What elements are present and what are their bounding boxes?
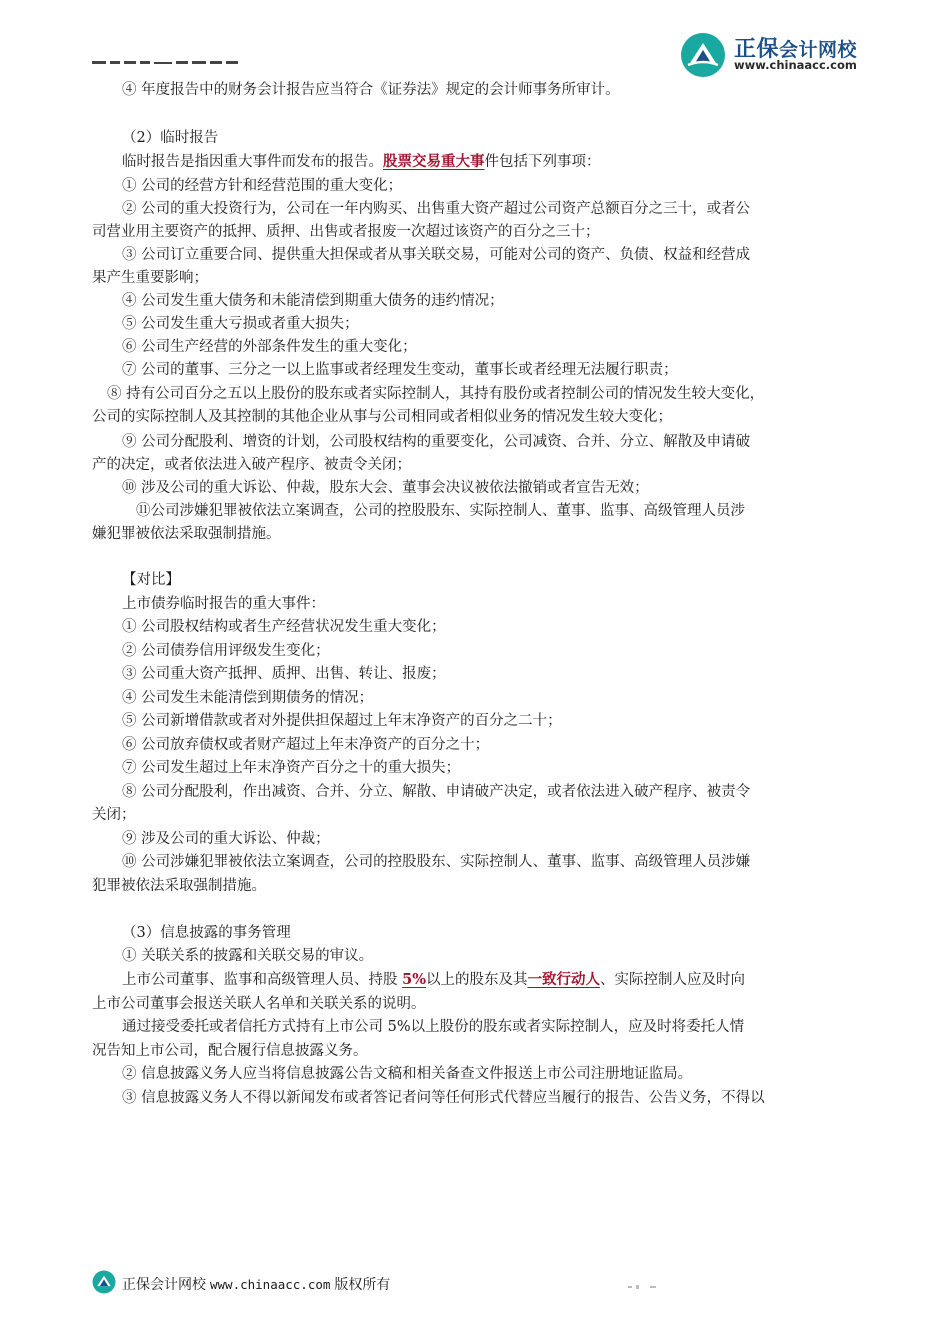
list-item-continued: 犯罪被依法采取强制措施。 bbox=[92, 878, 266, 894]
list-item-continued: 果产生重要影响； bbox=[92, 270, 208, 286]
highlight-link[interactable]: 股票交易重大事 bbox=[383, 153, 485, 170]
list-item: ② 公司债券信用评级发生变化； bbox=[122, 643, 330, 659]
list-item: ② 公司的重大投资行为，公司在一年内购买、出售重大资产超过公司资产总额百分之三十，或者公 bbox=[122, 201, 751, 217]
list-item: ③ 公司重大资产抵押、质押、出售、转让、报废； bbox=[122, 666, 446, 682]
cropped-text-fragment bbox=[92, 54, 242, 64]
section-heading: （2）临时报告 bbox=[122, 130, 219, 146]
list-item-continued: 关闭； bbox=[92, 807, 136, 823]
list-item: ② 信息披露义务人应当将信息披露公告文稿和相关备查文件报送上市公司注册地证监局。 bbox=[122, 1066, 693, 1082]
paragraph-line: 上市债券临时报告的重大事件： bbox=[122, 596, 325, 612]
chinaacc-logo-icon bbox=[680, 32, 726, 78]
list-item-continued: 司营业用主要资产的抵押、质押、出售或者报废一次超过该资产的百分之三十； bbox=[92, 224, 600, 240]
footer-text bbox=[122, 1274, 390, 1294]
list-item-continued: 公司的实际控制人及其控制的其他企业从事与公司相同或者相似业务的情况发生较大变化； bbox=[92, 409, 672, 425]
text-run: 临时报告是指因重大事件而发布的报告。 bbox=[122, 154, 383, 170]
list-item: ⑤ 公司新增借款或者对外提供担保超过上年末净资产的百分之二十； bbox=[122, 713, 562, 729]
footer-url[interactable]: www.chinaacc.com bbox=[210, 1277, 331, 1292]
text-run: 上市公司董事、监事和高级管理人员、持股 bbox=[122, 972, 403, 988]
highlight-link[interactable]: 一致行动人 bbox=[527, 971, 600, 988]
list-item: ⑩ 公司涉嫌犯罪被依法立案调查，公司的控股股东、实际控制人、董事、监事、高级管理人员涉嫌 bbox=[122, 854, 751, 870]
text-run: 件包括下列事项： bbox=[484, 154, 601, 170]
paragraph-line bbox=[122, 970, 745, 990]
brand-sub: 会计网校 bbox=[779, 39, 858, 61]
list-item: ④ 公司发生重大债务和未能清偿到期重大债务的违约情况； bbox=[122, 293, 504, 309]
list-item: ⑥ 公司生产经营的外部条件发生的重大变化； bbox=[122, 339, 417, 355]
header-logo[interactable] bbox=[680, 30, 880, 80]
list-item: ⑩ 涉及公司的重大诉讼、仲裁，股东大会、董事会决议被依法撤销或者宣告无效； bbox=[122, 480, 649, 496]
chinaacc-logo-icon bbox=[92, 1270, 116, 1294]
list-item: ① 公司股权结构或者生产经营状况发生重大变化； bbox=[122, 619, 446, 635]
list-item: ⑨ 涉及公司的重大诉讼、仲裁； bbox=[122, 831, 330, 847]
list-item: ⑨ 公司分配股利、增资的计划，公司股权结构的重要变化，公司减资、合并、分立、解散及申请破 bbox=[122, 434, 751, 450]
list-item: ⑪公司涉嫌犯罪被依法立案调查，公司的控股股东、实际控制人、董事、监事、高级管理人员涉 bbox=[136, 503, 745, 519]
list-item: ① 关联关系的披露和关联交易的审议。 bbox=[122, 948, 374, 964]
list-item: ⑦ 公司发生超过上年末净资产百分之十的重大损失； bbox=[122, 760, 461, 776]
brand-url: www.chinaacc.com bbox=[734, 58, 857, 72]
paragraph-line: ④ 年度报告中的财务会计报告应当符合《证券法》规定的会计师事务所审计。 bbox=[122, 82, 620, 98]
paragraph-line: 通过接受委托或者信托方式持有上市公司 5%以上股份的股东或者实际控制人，应及时将委托人情 bbox=[122, 1019, 745, 1035]
highlight-link[interactable]: 5% bbox=[402, 971, 426, 988]
list-item: ⑦ 公司的董事、三分之一以上监事或者经理发生变动，董事长或者经理无法履行职责； bbox=[122, 362, 678, 378]
paragraph-line bbox=[122, 152, 601, 172]
paragraph-line-continued: 况告知上市公司，配合履行信息披露义务。 bbox=[92, 1043, 368, 1059]
list-item: ⑧ 公司分配股利，作出减资、合并、分立、解散、申请破产决定，或者依法进入破产程序、被责令 bbox=[122, 784, 751, 800]
list-item: ① 公司的经营方针和经营范围的重大变化； bbox=[122, 178, 403, 194]
footer-brand: 正保会计网校 bbox=[122, 1277, 206, 1293]
section-heading: （3）信息披露的事务管理 bbox=[122, 925, 291, 941]
text-run: 、实际控制人应及时向 bbox=[599, 972, 745, 988]
footer-rights: 版权所有 bbox=[334, 1277, 391, 1293]
list-item: ⑥ 公司放弃债权或者财产超过上年末净资产的百分之十； bbox=[122, 737, 490, 753]
text-run: 以上的股东及其 bbox=[425, 972, 528, 988]
section-heading: 【对比】 bbox=[122, 572, 180, 588]
list-item: ⑤ 公司发生重大亏损或者重大损失； bbox=[122, 316, 359, 332]
brand-main: 正保 bbox=[734, 37, 780, 62]
paragraph-line-continued: 上市公司董事会报送关联人名单和关联关系的说明。 bbox=[92, 996, 426, 1012]
list-item-continued: 嫌犯罪被依法采取强制措施。 bbox=[92, 526, 281, 542]
list-item: ③ 信息披露义务人不得以新闻发布或者答记者问等任何形式代替应当履行的报告、公告义务，不得以 bbox=[122, 1090, 765, 1106]
list-item: ⑧ 持有公司百分之五以上股份的股东或者实际控制人，其持有股份或者控制公司的情况发生较大变化， bbox=[107, 386, 765, 402]
list-item: ④ 公司发生未能清偿到期债务的情况； bbox=[122, 690, 374, 706]
list-item-continued: 产的决定，或者依法进入破产程序、被责令关闭； bbox=[92, 457, 411, 473]
list-item: ③ 公司订立重要合同、提供重大担保或者从事关联交易，可能对公司的资产、负债、权益和经营成 bbox=[122, 247, 751, 263]
page-number-mark bbox=[628, 1283, 658, 1293]
